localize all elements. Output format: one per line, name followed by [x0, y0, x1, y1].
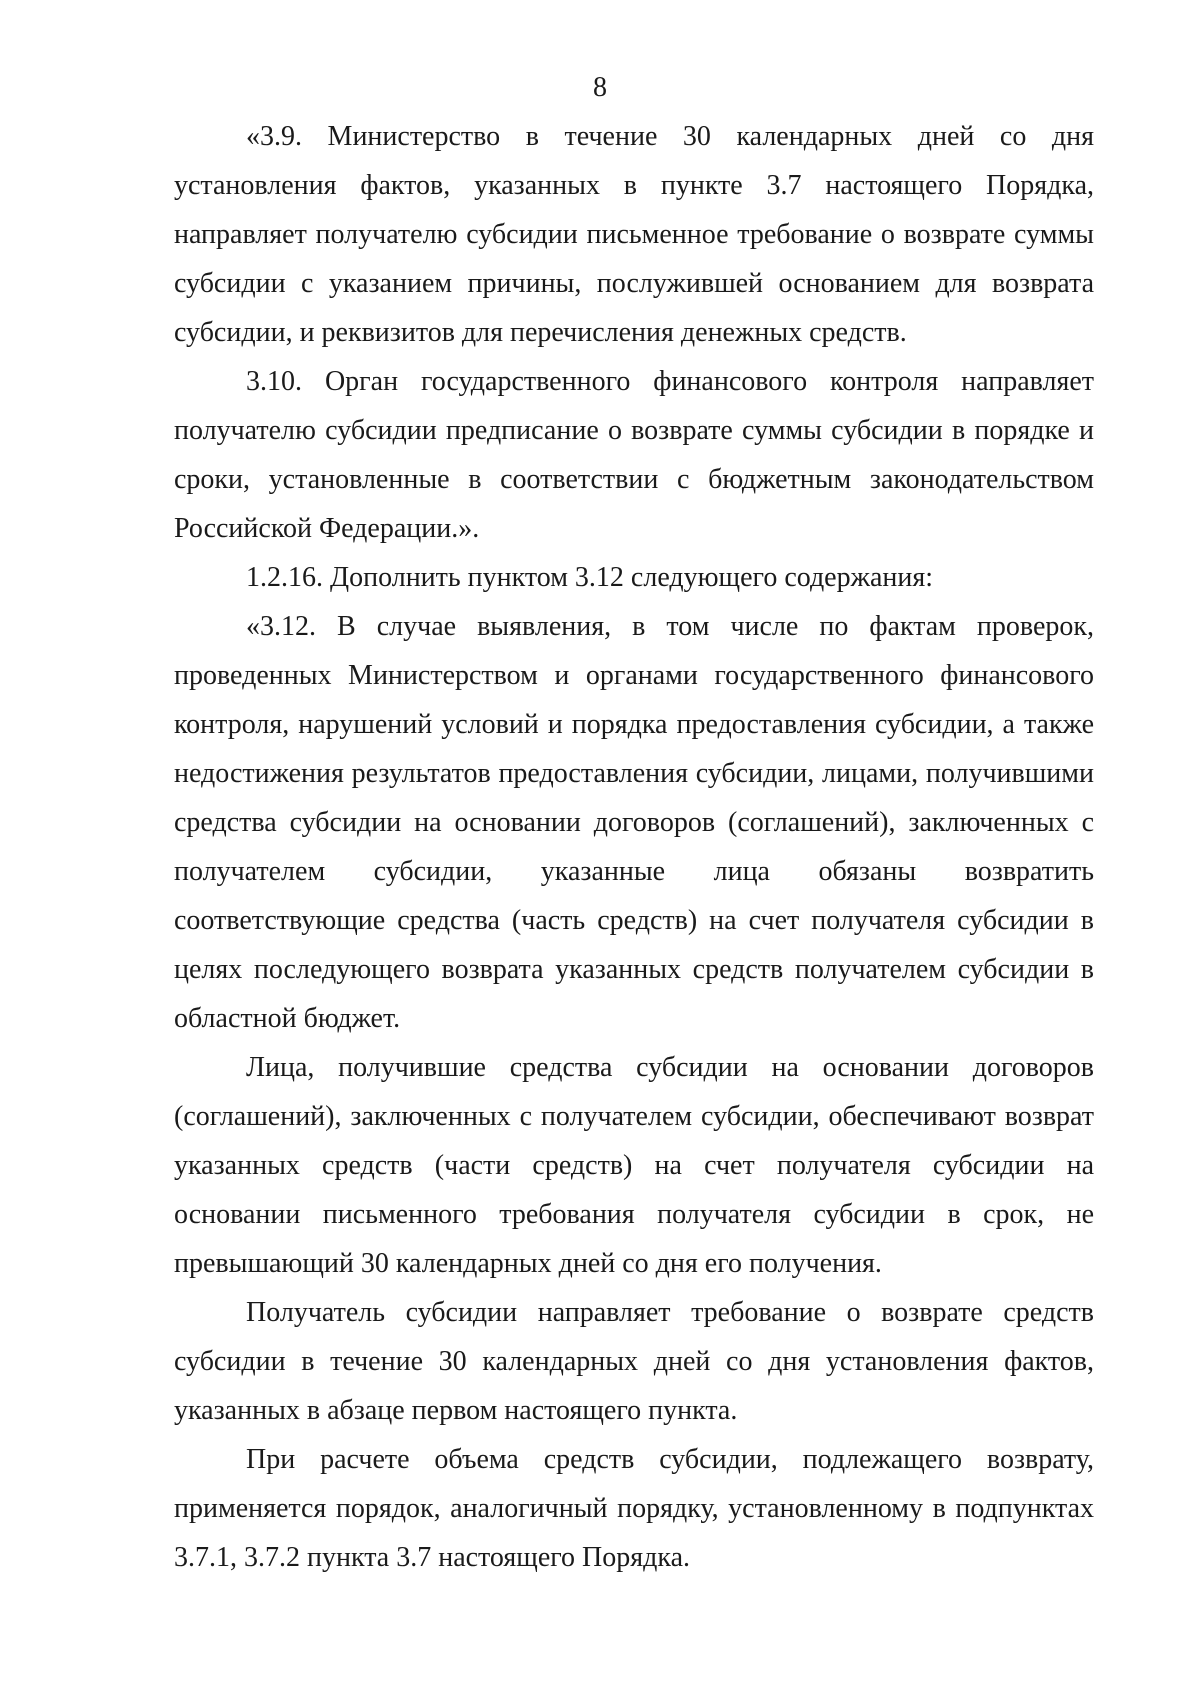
- paragraph-3-12-recipients: Лица, получившие средства субсидии на основании договоров (соглашений), заключенных с получателем субсидии, обеспечивают возврат указанных средств (части средств) на счет получателя субсидии на основании письменного требования получателя субсидии в срок, не превышающий 30 календарных дней со дня его получения.: [174, 1052, 1094, 1279]
- paragraph-3-9: «3.9. Министерство в течение 30 календарных дней со дня установления фактов, указанных в пункте 3.7 настоящего Порядка, направляет получателю субсидии письменное требование о возврате суммы субсидии с указанием причины, послужившей основанием для возврата субсидии, и реквизитов для перечисления денежных средств.: [174, 121, 1094, 348]
- page-number: 8: [593, 72, 607, 103]
- paragraph-3-12-requirement: Получатель субсидии направляет требование о возврате средств субсидии в течение 30 календарных дней со дня установления фактов, указанных в абзаце первом настоящего пункта.: [174, 1297, 1094, 1426]
- paragraph-3-12: «3.12. В случае выявления, в том числе по фактам проверок, проведенных Министерством и органами государственного финансового контроля, нарушений условий и порядка предоставления субсидии, а также недостижения результатов предоставления субсидии, лицами, получившими средства субсидии на основании договоров (соглашений), заключенных с получателем субсидии, указанные лица обязаны возвратить соответствующие средства (часть средств) на счет получателя субсидии в целях последующего возврата указанных средств получателем субсидии в областной бюджет.: [174, 611, 1094, 1034]
- paragraph-1-2-16: 1.2.16. Дополнить пунктом 3.12 следующего содержания:: [246, 562, 934, 593]
- document-body: [174, 112, 1094, 1582]
- paragraph-3-12-calculation: При расчете объема средств субсидии, подлежащего возврату, применяется порядок, аналогичный порядку, установленному в подпунктах 3.7.1, 3.7.2 пункта 3.7 настоящего Порядка.: [174, 1444, 1094, 1573]
- paragraph-3-10: 3.10. Орган государственного финансового контроля направляет получателю субсидии предписание о возврате суммы субсидии в порядке и сроки, установленные в соответствии с бюджетным законодательством Российской Федерации.».: [174, 366, 1094, 544]
